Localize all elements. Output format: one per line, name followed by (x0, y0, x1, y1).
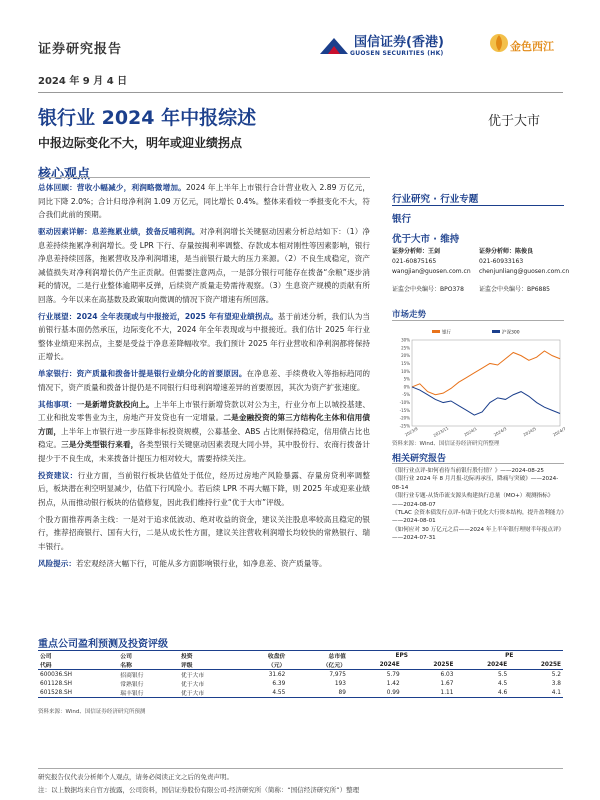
cell: 优于大市 (180, 682, 205, 688)
trend-divider (392, 320, 564, 321)
jinsexijiang-logo (488, 28, 560, 68)
sidebar-category: 行业研究 · 行业专题 (392, 194, 479, 205)
cell: 常熟银行 (120, 682, 144, 688)
para-drivers-head: 驱动因素详解：息差拖累业绩，拨备反哺利润。 (38, 227, 200, 236)
para-other-b3: 三是分类型银行来看， (61, 440, 139, 449)
y-tick-label: 5% (403, 376, 410, 382)
forecast-table (38, 650, 563, 698)
para-drivers-text: 对净利润增长关键驱动因素分析总结如下：（1）净息差持续拖累净利润增长。受 LPR 下行、存量按揭利率调整、存款成本相对刚性等因素影响，银行净息差持续回落，拖累营收及净利润增速，是当前银行最大的压力来源。（2）不良生成稳定，资产减值损失对净利润增长仍产生正贡献。但需要注意两点，一是部分银行可能存在拨备“余粮”逐步消耗的情况，二是行业整体逾期率反弹，后续资产质量走势需待观察。（3）生息资产规模的贡献有所回落。今年以来在高基数及政策取向微调的情况下资产增速有所回落。 (38, 227, 371, 304)
cell: 瑞丰银行 (118, 688, 179, 698)
th-eps-2025: 2025E (433, 661, 454, 668)
analyst-1-email: wangjian@guosen.com.cn (392, 268, 471, 275)
header-divider (38, 92, 563, 93)
cell: 4.1 (509, 688, 563, 698)
y-tick-label: 10% (401, 368, 410, 374)
footer-divider (38, 768, 563, 769)
cell: 优于大市 (180, 673, 205, 679)
cell: 89 (287, 688, 348, 698)
cell: 3.8 (551, 680, 561, 687)
analyst-2-reg: 证监会中央编号：BP6885 (479, 286, 551, 293)
sidebar-divider (392, 205, 564, 206)
sidebar-rating: 优于大市 · 维持 (392, 234, 460, 245)
cell: 7,975 (329, 671, 346, 678)
page-title: 银行业 2024 年中报综述 (38, 107, 257, 129)
y-tick-label: 20% (401, 353, 410, 359)
legend-label: 沪深300 (502, 330, 520, 336)
y-tick-label: -20% (399, 415, 410, 421)
para-outlook (38, 310, 370, 364)
para-outlook-text: 基于前述分析，我们认为当前银行基本面仍然承压，边际变化不大，2024 年全年表现或与中报接近。我们估计 2025 年行业整体业绩迎来拐点，主要是受益于净息差降幅收窄。我们预计 2025 年行业营收和净利润都将保持正增长。 (38, 311, 371, 361)
table-header-row-1 (38, 651, 563, 661)
cell: 优于大市 (179, 688, 240, 698)
cell: 4.6 (455, 688, 509, 698)
footer-note: 注：以上数据均来自官方披露，公司资料，国信证券股份有限公司-经济研究所（简称：“国信经济研究所”）整理 (38, 786, 360, 794)
trend-title: 市场走势 (392, 310, 427, 320)
related-list (392, 467, 564, 543)
cell: 601528.SH (38, 688, 118, 698)
th-code: 代码 (40, 663, 52, 669)
logo1-name: 国信证券(香港) (354, 34, 444, 50)
series-line-0 (412, 351, 560, 395)
report-type: 证券研究报告 (38, 42, 123, 57)
y-tick-label: 25% (401, 345, 410, 351)
related-item[interactable]: 《银行业点评-如何看待当前银行股行情？》——2024-08-25 (392, 468, 544, 474)
cell: 5.2 (551, 671, 561, 678)
footer-disclaimer: 研究报告仅代表分析师个人观点，请务必阅读正文之后的免责声明。 (38, 773, 233, 781)
cell: 1.42 (386, 680, 400, 687)
y-tick-label: -25% (399, 423, 410, 429)
page-subtitle: 中报边际变化不大，明年或迎业绩拐点 (38, 136, 243, 150)
para-outlook-head: 行业展望：2024 全年表现或与中报接近，2025 年有望迎业绩拐点。 (38, 311, 278, 321)
cell: 193 (334, 680, 346, 687)
analyst-2-email: chenjunliang@guosen.com.cn (479, 268, 570, 275)
legend-swatch (492, 330, 500, 333)
th-pe: PE (505, 652, 514, 659)
para-advice-stocks: 个股方面推荐两条主线：一是对于追求低波动、绝对收益的资金，建议关注股息率较高且稳定的银行，推荐招商银行、国有大行，二是从成长性方面，建议关注营收利润增长均较快的常熟银行、瑞丰银行。 (38, 514, 370, 551)
para-other-t3: 各类型银行关键驱动因素表现大同小异，其中股份行、农商行拨备计提少于不良生成，未来拨备计提压力相对较大，需要持续关注。 (38, 440, 371, 463)
related-title: 相关研究报告 (392, 454, 447, 464)
core-body (38, 181, 370, 574)
para-overview (38, 181, 370, 222)
cell: 1.11 (402, 688, 456, 698)
table-source: 资料来源：Wind、国信证券经济研究所预测 (38, 709, 146, 715)
table-row (38, 679, 563, 688)
logo1-subname: GUOSEN SECURITIES (HK) (350, 49, 444, 57)
para-overview-head: 总体回顾：营收小幅减少，利润略微增加。 (38, 183, 186, 192)
th-pe-2025: 2025E (540, 661, 561, 668)
lotus-icon (488, 32, 510, 54)
core-heading: 核心观点 (38, 167, 91, 182)
para-risk-text: 若宏观经济大幅下行，可能从多方面影响银行业，如净息差、资产质量等。 (75, 558, 327, 568)
related-item[interactable]: 《银行业专题-从货币流支源头构建执行总量（MO+）观测指标》——2024-08-07 (392, 493, 554, 508)
cell: 0.99 (348, 688, 402, 698)
related-item[interactable]: 《银行业 2024 年 8 月月报-边际再承压，降痛与突破》——2024-08-14 (392, 476, 559, 491)
th-mcap: 总市值 (328, 654, 346, 660)
table-title: 重点公司盈利预测及投资评级 (38, 639, 168, 650)
th-pe-2024: 2024E (487, 661, 508, 668)
cell: 6.39 (272, 680, 286, 687)
table-header-row-2 (38, 660, 563, 670)
guosen-logo (318, 34, 444, 58)
analyst-2-name: 证券分析师：陈俊良 (479, 248, 534, 255)
th-price-unit: （元） (267, 663, 286, 669)
para-single-bank (38, 367, 370, 394)
report-date: 2024 年 9 月 4 日 (38, 76, 128, 87)
th-eps-2024: 2024E (379, 661, 400, 668)
y-tick-label: 0% (403, 384, 410, 390)
table-row (38, 688, 563, 698)
th-company2: 公司 (120, 654, 132, 660)
y-tick-label: -10% (399, 400, 410, 406)
x-tick-label: 2023/11 (432, 425, 450, 439)
x-tick-label: 2024/5 (522, 426, 537, 438)
para-overview-text: 2024 年上半年上市银行合计营业收入 2.89 万亿元，同比下降 2.0%；合计归母净利润 1.09 万亿元，同比增长 0.4%。整体来看较一季报变化不大，符合我们此前的预期。 (38, 183, 370, 219)
analyst-1-phone: 021-60875165 (392, 258, 437, 265)
x-tick-label: 2024/1 (463, 426, 478, 438)
sidebar-industry: 银行 (392, 214, 412, 225)
para-advice (38, 469, 370, 510)
y-tick-label: -5% (402, 392, 410, 398)
analyst-block (392, 247, 570, 295)
th-rating: 投资 (180, 654, 193, 660)
y-tick-label: 30% (401, 337, 410, 343)
para-other-t1: 上半年上市银行新增贷款以对公为主，行业分布上以城投基建、工业和批发零售业为主，房地产开发贷也有一定增量。 (38, 399, 371, 422)
analyst-1-name: 证券分析师：王剑 (392, 248, 441, 255)
chart-frame (412, 340, 560, 426)
rating-badge: 优于大市 (488, 114, 541, 129)
chart-source: 资料来源：Wind、国信证券经济研究所整理 (392, 441, 500, 447)
related-item[interactable]: 《TLAC 会资本债发行点评-有助于优化大行资本结构，提升盈利能力》——2024-08-01 (392, 510, 564, 525)
para-single-bank-head: 单家银行：资产质量和拨备计提是银行业绩分化的首要原因。 (38, 369, 247, 378)
para-other (38, 398, 370, 466)
para-risk (38, 557, 370, 571)
legend-swatch (432, 330, 440, 333)
related-divider (392, 463, 564, 464)
logo2-name: 金色西江 (510, 40, 554, 53)
analyst-2-phone: 021-60933163 (479, 258, 524, 265)
para-advice-head: 投资建议： (38, 470, 78, 480)
cell: 招商银行 (120, 673, 144, 679)
analyst-1-reg: 证监会中央编号：BPO378 (392, 286, 464, 293)
series-line-1 (412, 387, 560, 415)
para-drivers (38, 225, 370, 306)
para-risk-head: 风险提示： (38, 558, 76, 568)
market-trend-chart (392, 326, 567, 439)
analyst-1 (392, 247, 473, 295)
th-name: 名称 (120, 663, 132, 669)
para-other-b1: 一是新增贷款投向上。 (76, 399, 154, 409)
cell: 601128.SH (40, 680, 73, 687)
cell: 5.5 (497, 671, 508, 678)
analyst-2 (479, 247, 570, 295)
para-advice-text: 行业方面，当前银行板块估值处于低位，经历过房地产风险暴露、存量房贷利率调整后，板块潜在利空明显减少，估值下行风险小。若后续 LPR 不再大幅下降，则 2025 年或迎来业绩拐点，从而推动银行板块的估值修复，因此我们维持行业“优于大市”评级。 (38, 470, 370, 507)
para-other-b2: 二是金融投资的第三方结构化主体和信用债方面， (38, 413, 370, 436)
legend-label: 银行 (442, 330, 451, 336)
th-price: 收盘价 (267, 654, 286, 660)
cell: 5.79 (386, 671, 400, 678)
guosen-emblem-icon (318, 34, 350, 58)
cell: 600036.SH (40, 671, 73, 678)
x-tick-label: 2024/3 (492, 426, 508, 438)
cell: 4.5 (497, 680, 508, 687)
cell: 4.55 (240, 688, 288, 698)
y-tick-label: 15% (401, 360, 410, 366)
para-other-head: 其他事项： (38, 399, 77, 409)
para-other-t2: 上半年上市银行进一步压降非标投资规模，公募基金、ABS 占比则保持稳定，信用债占比也稳定。 (38, 426, 370, 449)
para-single-bank-text: 在净息差、手续费收入等指标趋同的情况下，资产质量和拨备计提仍是不同银行归母利润增速差异的首要原因，其次为资产扩张速度。 (38, 369, 370, 392)
th-eps: EPS (395, 652, 408, 659)
x-tick-label: 2023/9 (403, 426, 419, 438)
cell: 1.67 (440, 680, 454, 687)
cell: 6.03 (440, 671, 454, 678)
core-divider (38, 177, 370, 178)
table-row (38, 670, 563, 680)
y-tick-label: -15% (399, 407, 410, 413)
th-rating2: 评级 (180, 663, 193, 669)
cell: 31.62 (268, 671, 286, 678)
th-company: 公司 (40, 654, 52, 660)
th-mcap-unit: （亿元） (322, 663, 346, 669)
related-item[interactable]: 《如何应对 30 万亿元之后——2024 年上半年银行理财半年报点评》——2024-07-31 (392, 526, 562, 542)
x-tick-label: 2024/7 (551, 426, 567, 438)
